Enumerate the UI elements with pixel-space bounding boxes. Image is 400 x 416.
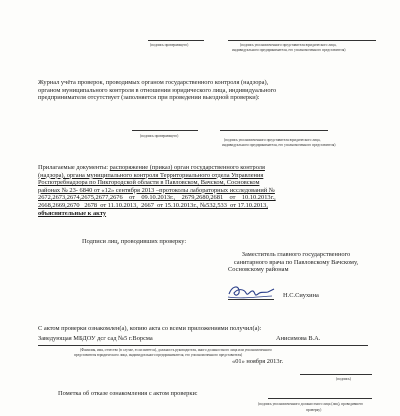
- refusal-caption-2: проверку): [306, 408, 322, 412]
- attachments-line-7: объяснительные к акту: [38, 209, 107, 217]
- acknowledgement-name: Анисимова В.А.: [276, 335, 321, 342]
- representative-signature-line: [228, 40, 376, 41]
- acknowledgement-caption-1: (Фамилия, имя, отчество (в случае, если имеется), должность руководителя, иного должностного лица или уполномоченного: [80, 348, 272, 352]
- representative-signature-line-2: [220, 130, 328, 131]
- refusal-label: Пометка об отказе ознакомления с актом проверки:: [58, 390, 198, 397]
- journal-line-3: предпринимателя отсутствует (заполняется при проведении выездной проверки):: [38, 94, 260, 102]
- inspectors-label: Подписи лиц, проводивших проверку:: [82, 238, 187, 245]
- representative-signature-caption-3: (подпись уполномоченного представителя юридического лица,: [224, 138, 321, 142]
- inspector-signature-underline: [228, 299, 274, 300]
- acknowledgement-signature-line: [300, 374, 372, 375]
- attachments-line-1: распоряжение (приказ) орган государственного контроля: [109, 164, 265, 171]
- attachments-line-4: районах № 23- 6840 от «12» сентября 2013 –протоколы лабораторных исследований №: [38, 186, 275, 194]
- refusal-caption-1: (подпись уполномоченного должностного лица (лиц), проводившего: [258, 402, 364, 406]
- inspector-position-1: Заместитель главного государственного: [241, 251, 351, 258]
- attachments-section: [38, 164, 378, 217]
- refusal-signature-line: [268, 398, 372, 399]
- inspector-signature-caption: (подпись проверяющего): [150, 43, 189, 47]
- representative-signature-caption-4: индивидуального предпринимателя, его уполномоченного представителя): [222, 143, 336, 147]
- journal-line-1: Журнал учёта проверок, проводимых органом государственного контроля (надзора),: [38, 79, 269, 86]
- inspector-name: Н.С.Сиухина: [283, 292, 319, 299]
- acknowledgement-caption-2: представителя юридического лица, индивидуального предпринимателя, его уполномоченного представителя): [74, 353, 243, 357]
- attachments-line-3: Роспотребнадзора по Пикгородской области в Павловском, Вачском, Сосновском: [38, 179, 260, 187]
- inspector-signature-line: [148, 40, 204, 41]
- acknowledgement-date: «01» ноября 2013г.: [232, 358, 284, 365]
- inspector-signature-line-2: [132, 130, 198, 131]
- inspector-position-3: Сосновскому районам: [228, 266, 289, 274]
- attachments-line-6: 2668,2669,2670 2678 от 11.10.2013, 2667 от 15.10.2013г., №532,533 от 17.10.2013,: [38, 201, 268, 209]
- journal-paragraph: [38, 79, 378, 102]
- inspector-signature-caption-2: (подпись проверяющего): [140, 134, 179, 138]
- acknowledgement-position: Заведующая МБДОУ дсг сад №5 г.Ворсма: [38, 335, 153, 342]
- acknowledgement-text: С актом проверки ознакомлен(а), копию акта со всеми приложениями получил(а):: [38, 325, 262, 332]
- journal-line-2: органом муниципального контроля в отношении юридического лица, индивидуального: [38, 86, 277, 94]
- acknowledgement-underline: [38, 345, 368, 346]
- representative-signature-caption-2: индивидуального предпринимателя, его уполномоченного представителя): [232, 48, 346, 52]
- inspector-position-2: санитарного врача по Павловскому Вачскому,: [233, 258, 359, 266]
- attachments-line-5: 2672,2673,2674,2675,2677,2676 от 09.10.2013г., 2679,2680,2681 от 10.10.2013г.,: [38, 194, 276, 202]
- attachments-label: Прилагаемые документы:: [38, 164, 109, 171]
- inspector-position: [222, 251, 370, 274]
- representative-signature-caption: (подпись уполномоченного представителя юридического лица,: [240, 43, 337, 47]
- acknowledgement-signature-caption: (подпись): [336, 377, 351, 381]
- attachments-line-2: (надзора), органа муниципального контроля Территориального отдела Управления: [38, 171, 264, 179]
